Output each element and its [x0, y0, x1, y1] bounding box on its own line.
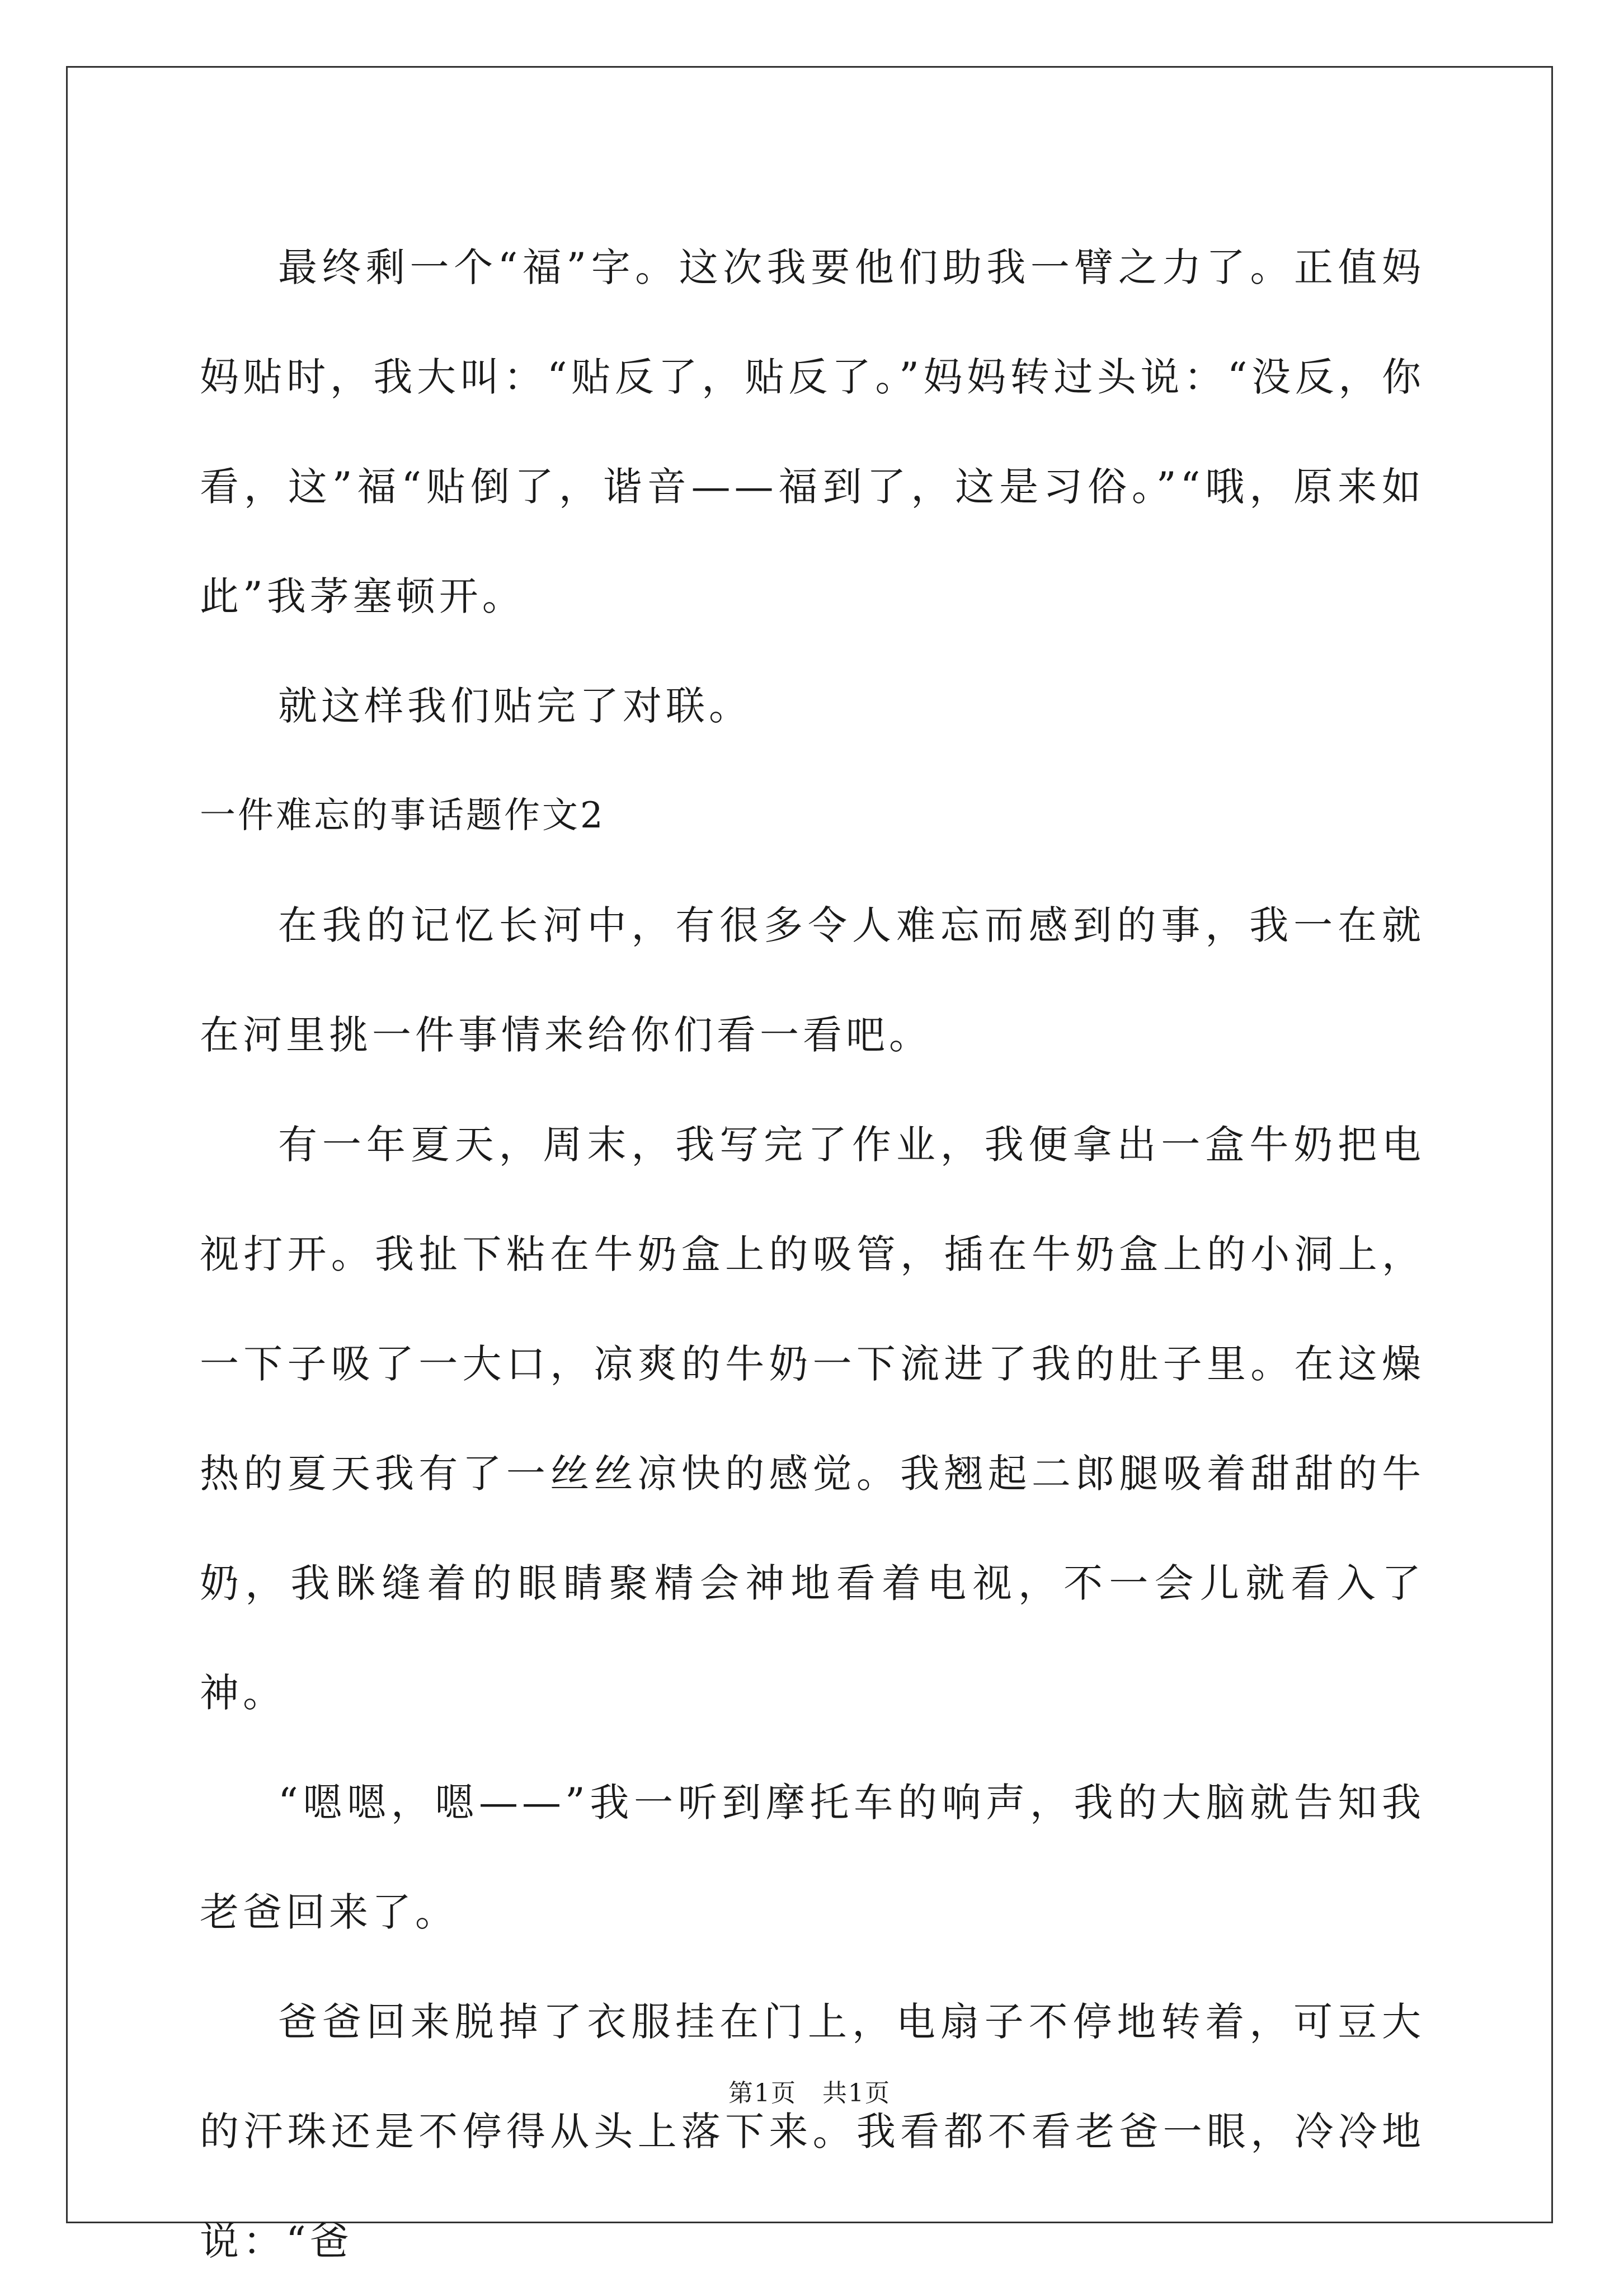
paragraph-5: “嗯嗯，嗯——”我一听到摩托车的响声，我的大脑就告知我老爸回来了。: [200, 1780, 1425, 1935]
document-body: [200, 213, 1425, 2296]
paragraph-4: 有一年夏天，周末，我写完了作业，我便拿出一盒牛奶把电视打开。我扯下粘在牛奶盒上的吸管，插在牛奶盒上的小洞上，一下子吸了一大口，凉爽的牛奶一下流进了我的肚子里。在这燥热的夏天我有了一丝丝凉快的感觉。我翘起二郎腿吸着甜甜的牛奶，我眯缝着的眼睛聚精会神地看着电视，不一会儿就看入了神。: [200, 1122, 1425, 1716]
paragraph-6: 爸爸回来脱掉了衣服挂在门上，电扇子不停地转着，可豆大的汗珠还是不停得从头上落下来。我看都不看老爸一眼，冷冷地说：“爸: [200, 1999, 1425, 2264]
paragraph-1: 最终剩一个“福”字。这次我要他们助我一臂之力了。正值妈妈贴时，我大叫：“贴反了，贴反了。”妈妈转过头说：“没反，你看，这”福“贴倒了，谐音——福到了，这是习俗。”“哦，原来如此”我茅塞顿开。: [200, 244, 1425, 619]
section-heading: 一件难忘的事话题作文2: [200, 795, 605, 836]
paragraph-3: 在我的记忆长河中，有很多令人难忘而感到的事，我一在就在河里挑一件事情来给你们看一看吧。: [200, 902, 1425, 1058]
paragraph-2: 就这样我们贴完了对联。: [278, 683, 752, 729]
page-number-footer: 第1页 共1页: [728, 2079, 891, 2107]
